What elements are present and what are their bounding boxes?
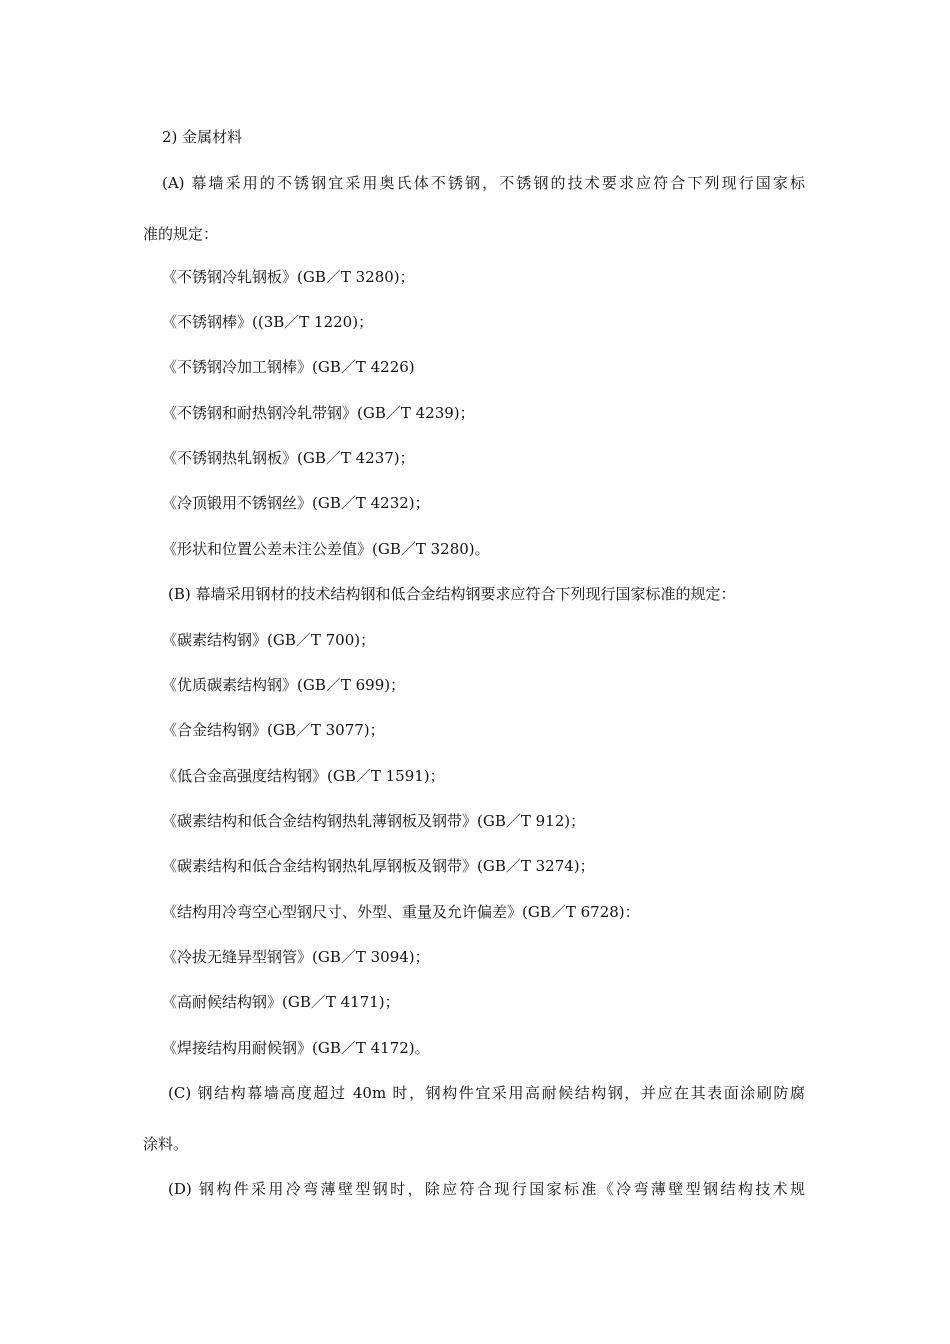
paragraph-a-line-2: 准的规定： [143,225,219,243]
standard-item: 《焊接结构用耐候钢》(GB／T 4172)。 [162,1039,430,1057]
paragraph-c-line-2: 涂料。 [143,1135,189,1153]
standard-item: 《形状和位置公差未注公差值》(GB／T 3280)。 [162,540,490,558]
standard-item: 《碳素结构和低合金结构钢热轧薄钢板及钢带》(GB／T 912)； [162,812,586,830]
standard-item: 《不锈钢冷轧钢板》(GB／T 3280)； [162,268,415,286]
paragraph-c-line-1: (C) 钢结构幕墙高度超过 40m 时，钢构件宜采用高耐候结构钢，并应在其表面涂刷防腐 [168,1084,805,1102]
standard-item: 《冷拔无缝异型钢管》(GB／T 3094)； [162,948,430,966]
standard-item: 《不锈钢热轧钢板》(GB／T 4237)； [162,449,415,467]
standard-item: 《高耐候结构钢》(GB／T 4171)； [162,993,400,1011]
standard-item: 《合金结构钢》(GB／T 3077)； [162,721,385,739]
paragraph-b: (B) 幕墙采用钢材的技术结构钢和低合金结构钢要求应符合下列现行国家标准的规定： [168,585,736,603]
paragraph-a-line-1: (A) 幕墙采用的不锈钢宜采用奥氏体不锈钢，不锈钢的技术要求应符合下列现行国家标 [162,174,805,192]
standard-item: 《不锈钢棒》((3B／T 1220)； [162,313,374,331]
standard-item: 《不锈钢和耐热钢冷轧带钢》(GB／T 4239)； [162,404,475,422]
standard-item: 《碳素结构和低合金结构钢热轧厚钢板及钢带》(GB／T 3274)； [162,857,595,875]
standard-item: 《低合金高强度结构钢》(GB／T 1591)； [162,767,445,785]
section-heading-metal-materials: 2) 金属材料 [162,128,243,146]
standard-item: 《碳素结构钢》(GB／T 700)； [162,631,376,649]
standard-item: 《结构用冷弯空心型钢尺寸、外型、重量及允许偏差》(GB／T 6728)： [162,903,640,921]
standard-item: 《不锈钢冷加工钢棒》(GB／T 4226) [162,358,415,376]
standard-item: 《优质碳素结构钢》(GB／T 699)； [162,676,406,694]
standard-item: 《冷顶锻用不锈钢丝》(GB／T 4232)； [162,494,430,512]
paragraph-d-line-1: (D) 钢构件采用冷弯薄壁型钢时，除应符合现行国家标准《冷弯薄壁型钢结构技术规 [168,1180,805,1198]
